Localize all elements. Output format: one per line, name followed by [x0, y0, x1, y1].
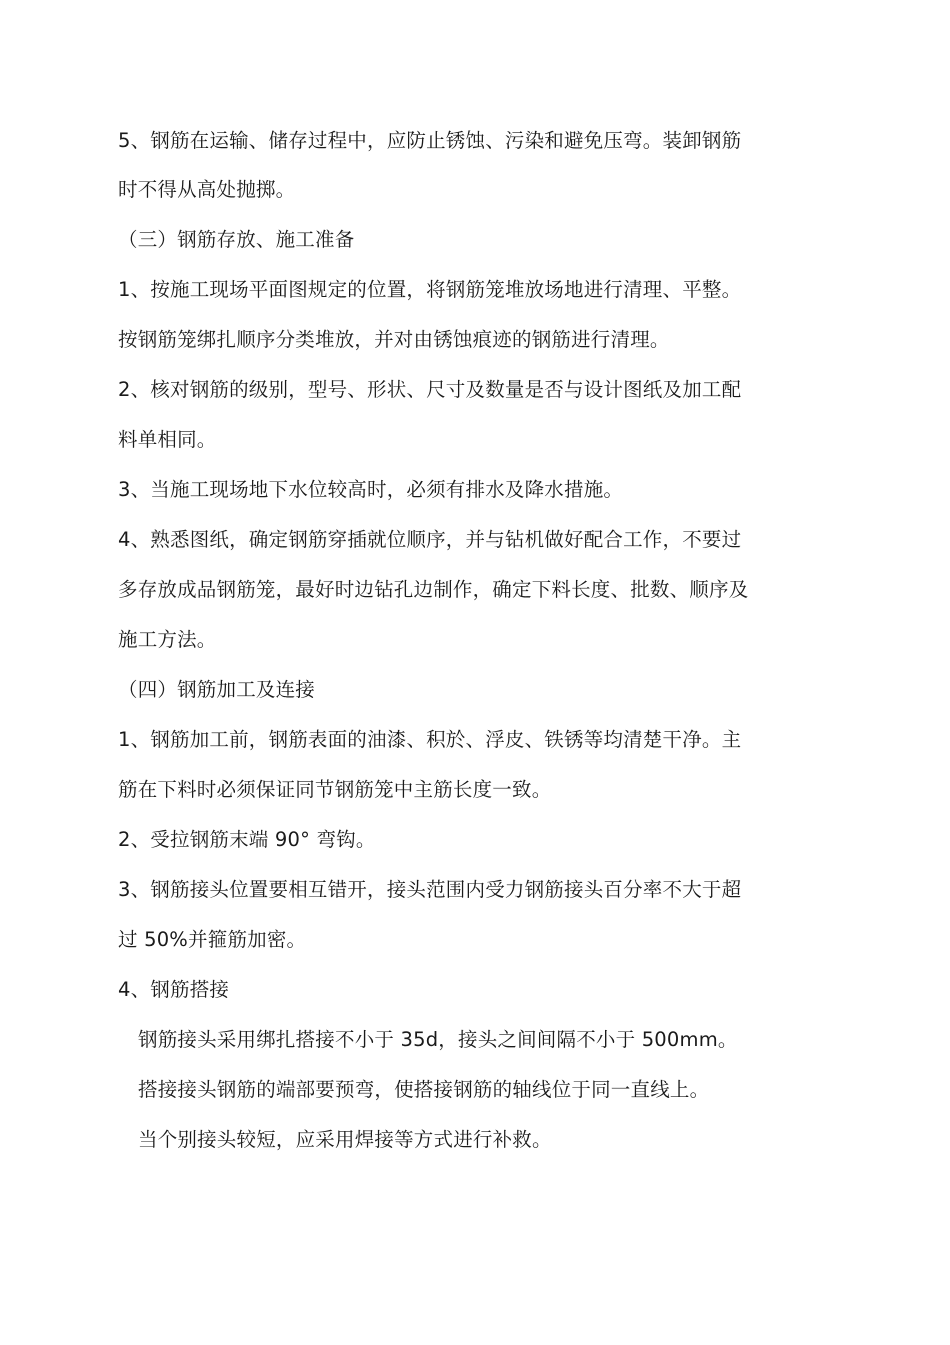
text-line: 搭接接头钢筋的端部要预弯，使搭接钢筋的轴线位于同一直线上。 [138, 1078, 710, 1101]
text-line: 时不得从高处抛掷。 [118, 178, 296, 201]
text-line: 4、钢筋搭接 [118, 978, 230, 1001]
text-line: 筋在下料时必须保证同节钢筋笼中主筋长度一致。 [118, 778, 552, 801]
text-line: 2、核对钢筋的级别，型号、形状、尺寸及数量是否与设计图纸及加工配 [118, 378, 742, 401]
text-line: 过 50%并箍筋加密。 [118, 928, 307, 951]
text-line: 1、按施工现场平面图规定的位置，将钢筋笼堆放场地进行清理、平整。 [118, 278, 742, 301]
text-line: 4、熟悉图纸，确定钢筋穿插就位顺序，并与钻机做好配合工作，不要过 [118, 528, 742, 551]
text-line: 多存放成品钢筋笼，最好时边钻孔边制作，确定下料长度、批数、顺序及 [118, 578, 749, 601]
text-line: 料单相同。 [118, 428, 217, 451]
text-line: 1、钢筋加工前，钢筋表面的油漆、积於、浮皮、铁锈等均清楚干净。主 [118, 728, 742, 751]
text-line: 5、钢筋在运输、储存过程中，应防止锈蚀、污染和避免压弯。装卸钢筋 [118, 129, 742, 152]
text-line: 当个别接头较短，应采用焊接等方式进行补救。 [138, 1128, 552, 1151]
text-line: 按钢筋笼绑扎顺序分类堆放，并对由锈蚀痕迹的钢筋进行清理。 [118, 328, 670, 351]
text-line: 施工方法。 [118, 628, 217, 651]
section-heading: （三）钢筋存放、施工准备 [118, 228, 355, 251]
text-line: 3、钢筋接头位置要相互错开，接头范围内受力钢筋接头百分率不大于超 [118, 878, 742, 901]
section-heading: （四）钢筋加工及连接 [118, 678, 316, 701]
text-line: 钢筋接头采用绑扎搭接不小于 35d，接头之间间隔不小于 500mm。 [138, 1028, 738, 1051]
text-line: 3、当施工现场地下水位较高时，必须有排水及降水措施。 [118, 478, 624, 501]
text-line: 2、受拉钢筋末端 90° 弯钩。 [118, 828, 376, 851]
